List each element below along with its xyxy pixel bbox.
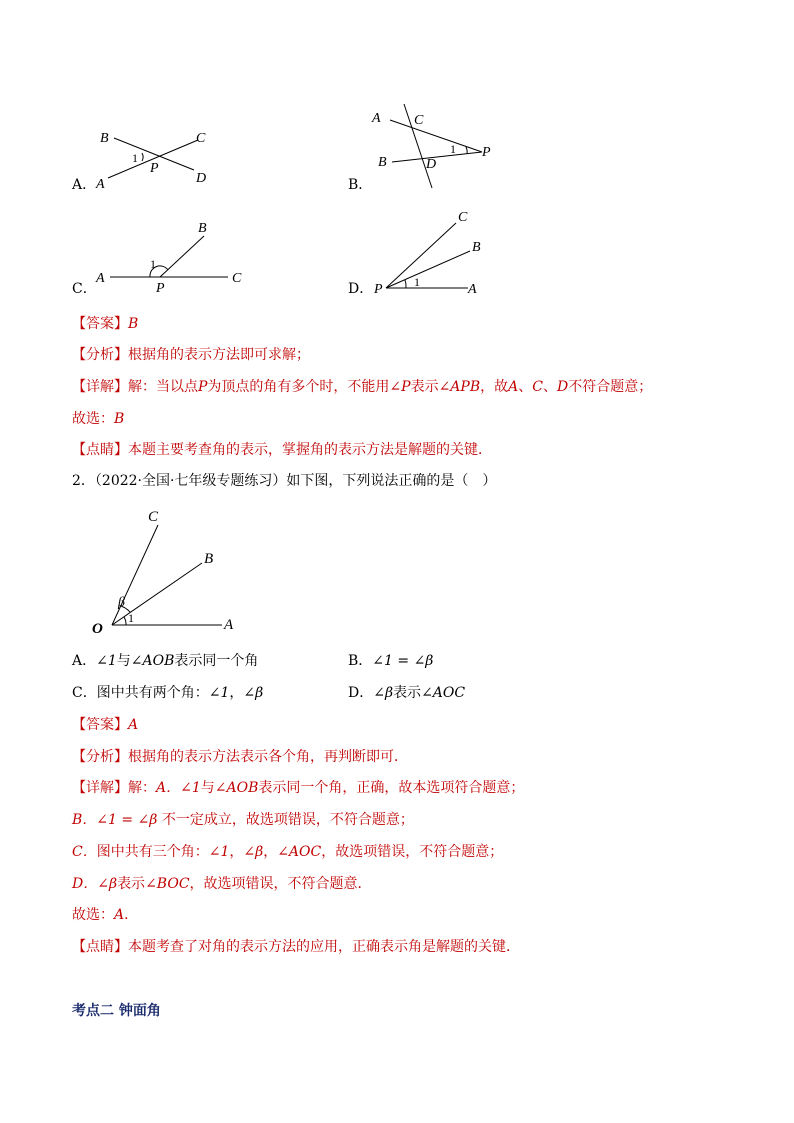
q1-option-c-letter: C． [72,281,97,297]
q1-comment: 【点睛】本题主要考查角的表示，掌握角的表示方法是解题的关键． [72,442,492,458]
label-b: B [198,221,207,236]
q1-analysis: 【分析】根据角的表示方法即可求解； [72,347,310,363]
label-c: C [148,509,159,525]
label-d: D [426,157,437,172]
q2-option-b: B．∠1 = ∠β [348,653,434,669]
q1-option-d-figure [370,205,490,300]
label-p: P [482,145,491,160]
q1-option-b-letter: B． [348,177,373,193]
q2-choice: 故选：A． [72,907,139,923]
label-a: A [372,111,381,126]
q1-option-a-figure [90,122,220,192]
q2-option-d: D．∠β表示∠AOC [348,685,466,701]
q1-option-b-figure [368,98,508,193]
q2-line-d: D．∠β表示∠BOC，故选项错误，不符合题意． [72,876,372,892]
q1-answer: 【答案】B [72,316,139,332]
label-c: C [414,113,424,128]
label-beta: β [118,595,125,610]
label-a: A [224,617,234,633]
label-b: B [100,131,109,146]
label-a: A [468,282,477,297]
label-c: C [458,210,468,225]
label-b: B [378,155,387,170]
label-d: D [196,171,207,186]
q1-option-c-figure [94,216,254,296]
label-c: C [196,131,206,146]
q1-option-a-letter: A． [72,177,97,193]
section-heading: 考点二 钟面角 [72,1003,161,1019]
label-p: P [156,281,165,296]
q1-detail: 【详解】解：当以点P为顶点的角有多个时，不能用∠P表示∠APB，故A、C、D不符合题意； [72,379,653,395]
q1-choice: 故选：B [72,411,125,427]
label-p: P [374,282,383,297]
label-1: 1 [414,275,420,289]
q2-line-b: B．∠1 = ∠β 不一定成立，故选项错误，不符合题意； [72,812,414,828]
label-o: O [92,621,103,637]
label-b: B [472,240,481,255]
q2-figure [88,505,248,640]
q2-answer: 【答案】A [72,717,139,733]
label-a: A [96,271,105,286]
q2-line-c: C．图中共有三个角：∠1，∠β，∠AOC，故选项错误，不符合题意； [72,844,504,860]
q2-option-a: A．∠1与∠AOB表示同一个角 [72,653,259,669]
q2-option-c: C．图中共有两个角：∠1，∠β [72,685,264,701]
q2-detail: 【详解】解：A．∠1与∠AOB表示同一个角，正确，故本选项符合题意； [72,780,525,796]
q2-analysis: 【分析】根据角的表示方法表示各个角，再判断即可． [72,749,408,765]
label-a: A [96,177,105,192]
q1-option-d-letter: D． [348,281,374,297]
label-1: 1 [150,257,156,271]
label-1: 1 [450,142,456,156]
label-b: B [204,551,214,567]
label-1: 1 [128,611,134,625]
label-c: C [232,271,242,286]
q2-stem: 2．（2022·全国·七年级专题练习）如下图，下列说法正确的是（ ） [72,473,497,489]
label-p: P [150,161,159,176]
q2-comment: 【点睛】本题考查了对角的表示方法的应用，正确表示角是解题的关键． [72,939,520,955]
label-1: 1 [132,151,138,165]
